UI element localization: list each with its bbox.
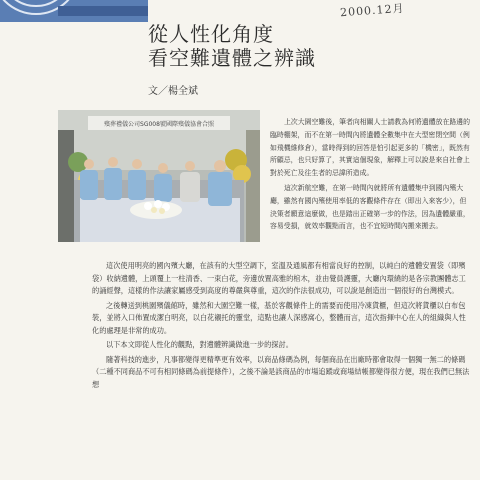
right-column <box>270 116 472 235</box>
title-line-1: 從人性化角度 <box>148 22 274 46</box>
article-photo <box>58 110 260 242</box>
paragraph: 之後轉送到桃園殯儀館時，雖然和大園空難一樣，基於客觀條件上的需要而使用冷凍貨櫃，但這次將貨櫃以白布包裝，並將入口佈置成潔白明亮，以白花襯托的靈堂，這點也讓人深感窩心，整體而言，這次指揮中心在人的組織與人性化的處理是非常的成功。 <box>92 300 466 335</box>
full-width-column <box>92 260 472 393</box>
author-byline: 文／楊全斌 <box>148 86 198 97</box>
paragraph: 以下本文即從人性化的觀點，對遺體辨識做進一步的探討。 <box>106 340 293 349</box>
paragraph: 隨著科技的進步，凡事都變得更精準更有效率，以商品條碼為例，每個商品在出廠時都會取得一個獨一無二的條碼（二種不同商品不可有相同條碼為前提條件），之後不論是該商品的市場追蹤或商場結帳都變得很方便，現在我們已無法想 <box>92 354 470 389</box>
photo-banner-text: 殯葬禮儀公司SG008號國際殯儀協會合照 <box>104 121 214 128</box>
corner-logo <box>0 0 148 22</box>
handwritten-date: 2000.12月 <box>339 1 405 20</box>
title-line-2: 看空難遺體之辨識 <box>148 46 316 70</box>
paragraph: 這次新航空難，在第一時間內就將所有遺體集中到國內殯大廳，雖然有國內殯使用率低的客觀條件存在（即出入來客少），但決策者願意這麼做，也是踏出正確第一步的作法，因為遺體嚴重，容易受損，就效率觀點而言，也不宜短時間內搬來搬去。 <box>270 183 470 231</box>
paragraph: 這次使用明亮的國內殯大廳，在該有的大型空調下，室溫及通風都有相當良好的控制，以純白的遺體安置袋（即殯袋）收納遺體，上頭覆上一柱清香、一束白花，旁邊放置高雅的棺木，並由覺員護靈，大廳內環繞的是各宗教團體志工的誦經聲，這樣的作法讓家屬感受到高度的尊嚴與尊重，這次的作法很成功，可以說是創造出一個很好的台灣模式。 <box>92 261 466 295</box>
paragraph: 上次大園空難後，筆者向相關人士請教為何將遺體放在路邊的臨時棚架，而不在第一時間內將遺體全數集中在大型密閉空間（例如飛機維修倉），當時得到的回答是怕引起更多的「機密」，既然有所顧忌，也只好算了，其實這個現象，解釋上可以說是來自社會上對於死亡及往生者的忌諱所造成。 <box>270 118 471 178</box>
article-title <box>148 22 316 70</box>
